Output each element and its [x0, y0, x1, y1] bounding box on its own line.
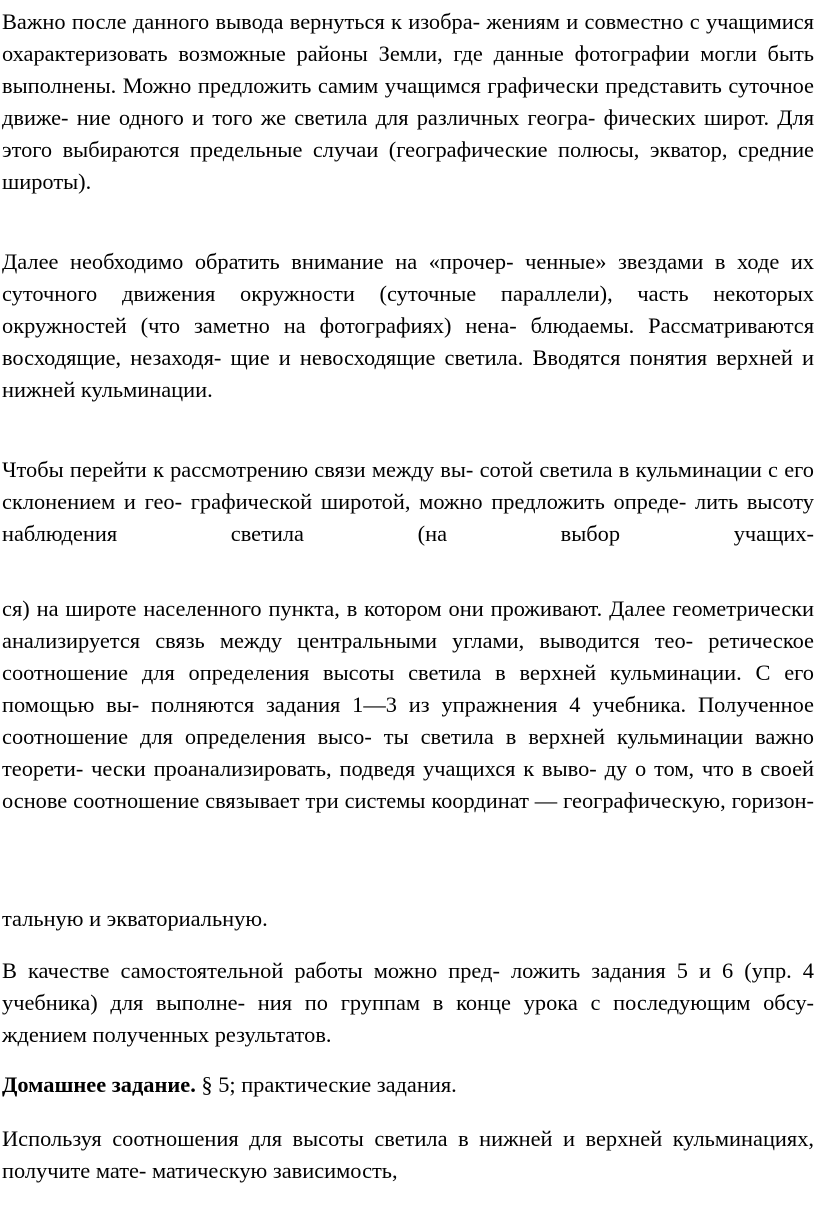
- homework-text: § 5; практические задания.: [195, 1072, 457, 1097]
- paragraph-homework: [2, 1069, 814, 1101]
- paragraph-5: тальную и экваториальную.: [2, 906, 268, 931]
- paragraph-3: Чтобы перейти к рассмотрению связи между вы- сотой светила в кульминации с его склонением и гео- графической широтой, можно предложить опреде- лить высоту наблюдения светила (на выбор учащих-: [2, 457, 814, 546]
- paragraph-8: Используя соотношения для высоты светила в нижней и верхней кульминациях, получите мате- матическую зависимость,: [2, 1126, 814, 1183]
- homework-label: Домашнее задание.: [2, 1072, 196, 1097]
- paragraph-4: ся) на широте населенного пункта, в котором они проживают. Далее геометрически анализируется связь между центральными углами, выводится тео- ретическое соотношение для определения высоты светила в верхней кульминации. С его помощью вы- полняются задания 1—3 из упражнения 4 учебника. Полученное соотношение для определения высо- ты светила в верхней кульминации важно теорети- чески проанализировать, подведя учащихся к выво- ду о том, что в своей основе соотношение связывает три системы координат — географическую, горизон-: [2, 596, 814, 813]
- paragraph-2: Далее необходимо обратить внимание на «прочер- ченные» звездами в ходе их суточного движения окружности (суточные параллели), часть некоторых окружностей (что заметно на фотографиях) нена- блюдаемы. Рассматриваются восходящие, незаходя- щие и невосходящие светила. Вводятся понятия верхней и нижней кульминации.: [2, 249, 814, 402]
- paragraph-6: В качестве самостоятельной работы можно пред- ложить задания 5 и 6 (упр. 4 учебника) для выполне- ния по группам в конце урока с последующим обсу- ждением полученных результатов.: [2, 958, 814, 1047]
- paragraph-1: Важно после данного вывода вернуться к изобра- жениям и совместно с учащимися охарактеризовать возможные районы Земли, где данные фотографии могли быть выполнены. Можно предложить самим учащимся графически представить суточное движе- ние одного и того же светила для различных геогра- фических широт. Для этого выбираются предельные случаи (географические полюсы, экватор, средние широты).: [2, 9, 814, 194]
